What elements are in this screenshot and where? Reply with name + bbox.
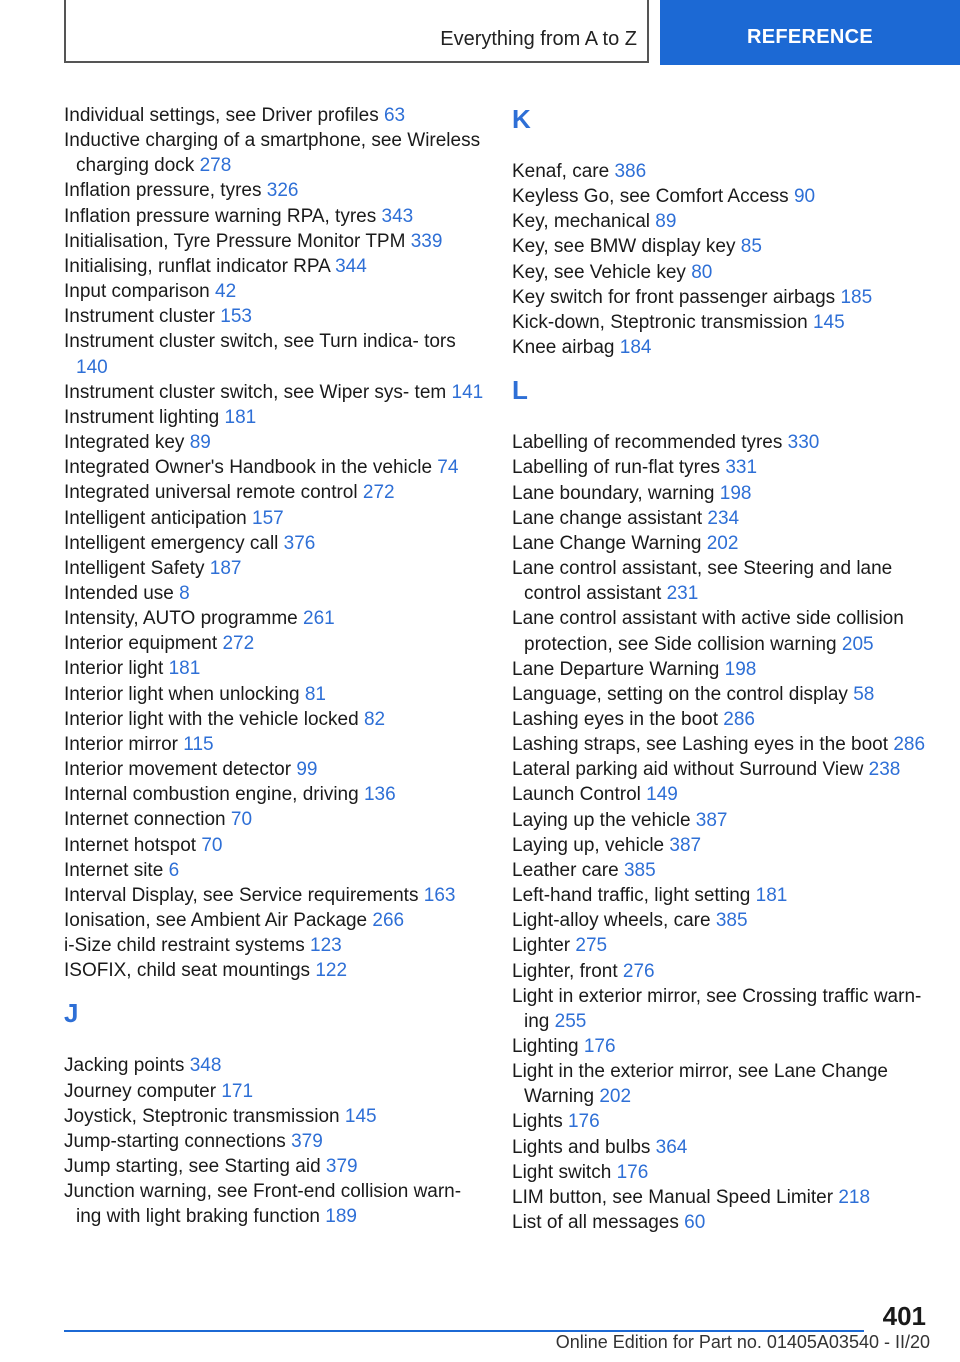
index-entry (64, 807, 489, 832)
index-entry-text: Interior mirror (64, 733, 179, 755)
index-entry-text: Lateral parking aid without Surround View (512, 759, 864, 781)
page-reference-link[interactable]: 163 (423, 884, 456, 906)
index-entry (64, 1104, 489, 1129)
index-entry (64, 556, 489, 581)
page-reference-link[interactable]: 181 (168, 658, 201, 680)
page-reference-link[interactable]: 63 (383, 105, 406, 126)
index-entry-text: Initialisation, Tyre Pressure Monitor TPM (64, 230, 406, 252)
index-entry-text: Laying up the vehicle (512, 809, 691, 831)
index-entry (512, 707, 932, 732)
index-entry-text: Lane Departure Warning (512, 658, 720, 680)
page-reference-link[interactable]: 330 (787, 432, 820, 454)
page-reference-link[interactable]: 176 (616, 1161, 649, 1183)
section-box (64, 0, 649, 63)
index-entry (512, 335, 932, 360)
index-entry-text: Laying up, vehicle (512, 834, 665, 856)
index-entry-text: Inflation pressure, tyres (64, 180, 262, 202)
page-reference-link[interactable]: 205 (841, 633, 874, 655)
index-entry-text: Lane control assistant, see Steering and lane control assistant (512, 558, 893, 605)
page-reference-link[interactable]: 123 (310, 935, 342, 957)
page-reference-link[interactable]: 149 (646, 784, 678, 806)
page-reference-link[interactable]: 326 (266, 180, 299, 202)
index-entry (64, 204, 489, 229)
index-entry-text: Interval Display, see Service requirements (64, 884, 419, 906)
index-entry (64, 782, 489, 807)
page-reference-link[interactable]: 89 (189, 432, 211, 454)
letter-heading-k: K (512, 104, 531, 134)
index-entry (512, 1185, 932, 1210)
letter-heading-j: J (64, 998, 79, 1029)
page-number: 401 (882, 1301, 926, 1331)
index-entry-text: Inflation pressure warning RPA, tyres (64, 205, 377, 227)
page-reference-link[interactable]: 115 (183, 733, 214, 755)
index-entry-text: Internal combustion engine, driving (64, 784, 359, 806)
page-reference-link[interactable]: 202 (706, 532, 739, 554)
index-entry (512, 455, 932, 480)
index-entry-text: Key, see BMW display key (512, 236, 736, 258)
index-entry-text: Integrated universal remote control (64, 482, 358, 504)
page-reference-link[interactable]: 272 (222, 633, 255, 655)
page-reference-link[interactable]: 85 (740, 236, 762, 258)
index-entry-text: Key, mechanical (512, 211, 650, 233)
page-reference-link[interactable]: 145 (812, 311, 845, 333)
index-entry-text: Instrument lighting (64, 406, 220, 428)
index-entry (512, 285, 932, 310)
page-reference-link[interactable]: 331 (725, 457, 758, 479)
index-entry-text: Integrated Owner's Handbook in the vehicle (64, 457, 433, 479)
index-entry-text: Kenaf, care (512, 161, 610, 182)
page-reference-link[interactable]: 364 (655, 1136, 688, 1158)
index-entry-text: LIM button, see Manual Speed Limiter (512, 1186, 834, 1208)
page-reference-link[interactable]: 185 (840, 286, 873, 308)
index-entry (64, 933, 489, 958)
index-entry-text: Lighter (512, 935, 571, 957)
index-entry-text: Intelligent anticipation (64, 507, 247, 529)
page-reference-link[interactable]: 231 (666, 583, 699, 605)
page-header (0, 0, 960, 66)
index-entry (512, 1034, 932, 1059)
index-entry-text: List of all messages (512, 1212, 679, 1234)
page-reference-link[interactable]: 136 (363, 784, 396, 806)
index-entry-text: Lighter, front (512, 960, 618, 982)
index-entry (512, 883, 932, 908)
index-entry-text: Intelligent emergency call (64, 532, 279, 554)
page-reference-link[interactable]: 266 (372, 910, 405, 931)
index-entry-text: Intelligent Safety (64, 557, 205, 579)
page-reference-link[interactable]: 176 (567, 1111, 600, 1133)
page-reference-link[interactable]: 344 (335, 255, 367, 277)
index-entry (512, 209, 932, 234)
index-entry (64, 178, 489, 203)
index-entry-text: Junction warning, see Front-end collision warn‐ ing with light braking function (64, 1181, 462, 1228)
index-entry-text: Launch Control (512, 784, 641, 806)
page-reference-link[interactable]: 90 (793, 186, 816, 208)
index-entry (512, 234, 932, 259)
index-entry-text: Joystick, Steptronic transmission (64, 1105, 340, 1127)
page-reference-link[interactable]: 157 (252, 507, 284, 529)
page-reference-link[interactable]: 379 (291, 1130, 323, 1152)
page-reference-link[interactable]: 286 (723, 708, 755, 730)
page-reference-link[interactable]: 339 (410, 230, 443, 252)
index-entry (512, 1135, 932, 1160)
index-entry-text: Keyless Go, see Comfort Access (512, 186, 789, 208)
index-entry-text: Interior equipment (64, 633, 218, 655)
index-entry (64, 480, 489, 505)
page-reference-link[interactable]: 171 (221, 1080, 254, 1102)
index-entry (64, 707, 489, 732)
page-reference-link[interactable]: 81 (304, 683, 326, 705)
page-reference-link[interactable]: 189 (325, 1206, 357, 1228)
index-entry (512, 682, 932, 707)
index-entry (512, 260, 932, 285)
page-reference-link[interactable]: 99 (296, 759, 318, 781)
index-entry (64, 506, 489, 531)
index-entry-text: i-Size child restraint systems (64, 935, 305, 957)
index-entry-text: Lane change assistant (512, 507, 703, 529)
index-entry (512, 481, 932, 506)
index-entry (512, 757, 932, 782)
index-entry (64, 254, 489, 279)
page-reference-link[interactable]: 141 (451, 381, 484, 403)
index-entry (512, 782, 932, 807)
index-entry (64, 329, 489, 379)
index-entry (64, 858, 489, 883)
page-reference-link[interactable]: 272 (362, 482, 395, 504)
page-reference-link[interactable]: 376 (283, 532, 316, 554)
page-reference-link[interactable]: 198 (724, 658, 757, 680)
page-reference-link[interactable]: 275 (575, 935, 608, 957)
page-reference-link[interactable]: 387 (695, 809, 728, 831)
index-entry (512, 833, 932, 858)
page-reference-link[interactable]: 70 (230, 809, 253, 831)
index-entry (512, 159, 932, 184)
index-entry-text: Key switch for front passenger airbags (512, 286, 836, 308)
index-entry-text: Instrument cluster switch, see Wiper sys‐ tem (64, 381, 447, 403)
page-reference-link[interactable]: 181 (755, 885, 788, 907)
index-entry (64, 1079, 489, 1104)
index-entry (512, 531, 932, 556)
index-entry-text: Instrument cluster switch, see Turn indica‐ tors (64, 331, 456, 353)
index-list-k (512, 159, 932, 360)
index-entry (64, 1154, 489, 1179)
index-entry-text: Inductive charging of a smartphone, see Wireless charging dock (64, 130, 481, 177)
page-reference-link[interactable]: 74 (437, 457, 459, 479)
index-entry-text: Intensity, AUTO programme (64, 608, 298, 630)
index-entry-text: Lashing straps, see Lashing eyes in the boot (512, 734, 889, 756)
index-entry-text: Lights (512, 1111, 563, 1133)
index-entry (64, 833, 489, 858)
index-entry-text: Initialising, runflat indicator RPA (64, 255, 330, 277)
index-entry (512, 606, 932, 656)
index-entry-text: Interior light when unlocking (64, 683, 300, 705)
index-entry (64, 908, 489, 933)
page-reference-link[interactable]: 70 (201, 834, 223, 856)
index-entry (64, 103, 489, 128)
page-reference-link[interactable]: 153 (220, 306, 252, 328)
index-entry (512, 657, 932, 682)
page-reference-link[interactable]: 379 (325, 1156, 358, 1178)
index-entry (512, 1160, 932, 1185)
index-entry (512, 556, 932, 606)
index-entry (512, 1210, 932, 1235)
index-entry-text: Light in exterior mirror, see Crossing traffic warn‐ ing (512, 985, 922, 1032)
page-reference-link[interactable]: 234 (707, 507, 740, 529)
page-reference-link[interactable]: 343 (381, 205, 414, 227)
index-entry (64, 380, 489, 405)
index-entry-text: Lane boundary, warning (512, 482, 715, 504)
index-entry-text: Interior light with the vehicle locked (64, 708, 359, 730)
index-column-left (64, 103, 489, 1230)
index-entry-text: Light in the exterior mirror, see Lane Change Warning (512, 1061, 888, 1108)
index-column-right (512, 103, 932, 1235)
index-entry (64, 229, 489, 254)
page-reference-link[interactable]: 261 (303, 608, 335, 630)
index-entry (64, 405, 489, 430)
index-entry (512, 984, 932, 1034)
index-entry-text: Knee airbag (512, 337, 615, 359)
footer-edition: Online Edition for Part no. 01405A03540 - II/20 (555, 1332, 930, 1352)
index-entry-text: Internet hotspot (64, 834, 197, 856)
index-entry-text: Internet connection (64, 809, 226, 831)
index-entry (512, 732, 932, 757)
index-list-i (64, 103, 489, 983)
page-reference-link[interactable]: 238 (868, 759, 901, 781)
index-list-j (64, 1053, 489, 1229)
page-reference-link[interactable]: 348 (189, 1055, 222, 1077)
index-entry-text: Light switch (512, 1161, 612, 1183)
page-reference-link[interactable]: 278 (199, 155, 232, 177)
index-entry (64, 757, 489, 782)
index-entry-text: Labelling of recommended tyres (512, 432, 783, 454)
index-entry (512, 184, 932, 209)
index-entry (64, 531, 489, 556)
index-entry (64, 606, 489, 631)
page-reference-link[interactable]: 58 (853, 683, 875, 705)
page-reference-link[interactable]: 122 (315, 960, 348, 982)
page-reference-link[interactable]: 386 (614, 161, 647, 182)
page-reference-link[interactable]: 385 (715, 910, 748, 932)
index-entry (64, 304, 489, 329)
index-entry-text: Individual settings, see Driver profiles (64, 105, 379, 126)
index-entry (512, 933, 932, 958)
index-entry (64, 656, 489, 681)
index-entry (64, 581, 489, 606)
index-entry-text: Journey computer (64, 1080, 217, 1102)
page-reference-link[interactable]: 286 (893, 734, 926, 756)
index-entry (64, 128, 489, 178)
letter-heading-l: L (512, 375, 528, 406)
page-reference-link[interactable]: 255 (554, 1010, 587, 1032)
index-entry-text: Lane control assistant with active side collision protection, see Side collision warning (512, 608, 904, 655)
index-entry-text: Left-hand traffic, light setting (512, 885, 751, 907)
page-reference-link[interactable]: 82 (363, 708, 386, 730)
index-entry-text: Light-alloy wheels, care (512, 910, 711, 932)
page-reference-link[interactable]: 6 (168, 859, 180, 881)
index-entry-text: Integrated key (64, 432, 185, 454)
index-entry (64, 958, 489, 983)
index-entry-text: Intended use (64, 582, 174, 604)
index-entry (512, 1109, 932, 1134)
page-reference-link[interactable]: 184 (619, 337, 652, 359)
index-entry-text: Language, setting on the control display (512, 683, 848, 705)
page-reference-link[interactable]: 176 (583, 1036, 616, 1057)
page-reference-link[interactable]: 218 (838, 1186, 871, 1208)
page-reference-link[interactable]: 181 (224, 406, 257, 428)
chapter-tab[interactable]: REFERENCE (660, 0, 960, 65)
index-entry-text: Jump-starting connections (64, 1130, 286, 1152)
index-entry-text: Leather care (512, 859, 619, 881)
index-entry (64, 682, 489, 707)
index-entry (64, 1129, 489, 1154)
index-entry (512, 808, 932, 833)
page-reference-link[interactable]: 187 (209, 557, 242, 579)
index-entry (512, 908, 932, 933)
index-entry-text: Lashing eyes in the boot (512, 708, 718, 730)
page-reference-link[interactable]: 80 (691, 261, 713, 283)
index-entry (64, 279, 489, 304)
index-entry-text: Lights and bulbs (512, 1136, 651, 1158)
index-entry (64, 430, 489, 455)
section-title: Everything from A to Z (440, 28, 637, 50)
index-entry-text: Lane Change Warning (512, 532, 702, 554)
page-reference-link[interactable]: 198 (719, 482, 752, 504)
index-entry-text: Labelling of run-flat tyres (512, 457, 721, 479)
index-entry (512, 1059, 932, 1109)
page-reference-link[interactable]: 276 (622, 960, 655, 982)
page-reference-link[interactable]: 145 (344, 1105, 377, 1127)
page-reference-link[interactable]: 385 (623, 859, 656, 881)
index-entry-text: Jump starting, see Starting aid (64, 1156, 321, 1178)
index-entry (512, 959, 932, 984)
index-entry (64, 732, 489, 757)
index-entry (64, 1053, 489, 1078)
index-entry (512, 430, 932, 455)
page-reference-link[interactable]: 140 (76, 356, 108, 378)
index-entry-text: Kick-down, Steptronic transmission (512, 311, 808, 333)
index-entry (64, 631, 489, 656)
index-entry (512, 506, 932, 531)
page-reference-link[interactable]: 89 (655, 211, 677, 233)
index-entry-text: Interior light (64, 658, 164, 680)
index-entry-text: Input comparison (64, 281, 210, 303)
index-entry-text: Key, see Vehicle key (512, 261, 686, 283)
index-entry (512, 858, 932, 883)
page-reference-link[interactable]: 8 (179, 582, 190, 604)
index-entry-text: Internet site (64, 859, 164, 881)
page-reference-link[interactable]: 60 (684, 1212, 706, 1234)
page-reference-link[interactable]: 387 (669, 834, 702, 856)
page-reference-link[interactable]: 42 (215, 281, 237, 303)
index-list-l (512, 430, 932, 1235)
index-entry (64, 1179, 489, 1229)
index-entry-text: Interior movement detector (64, 759, 292, 781)
page-reference-link[interactable]: 202 (599, 1086, 632, 1108)
index-entry-text: Lighting (512, 1036, 579, 1057)
index-entry-text: Ionisation, see Ambient Air Package (64, 910, 368, 931)
index-entry-text: Instrument cluster (64, 306, 215, 328)
index-entry-text: ISOFIX, child seat mountings (64, 960, 311, 982)
index-entry-text: Jacking points (64, 1055, 185, 1077)
index-entry (512, 310, 932, 335)
index-entry (64, 883, 489, 908)
index-entry (64, 455, 489, 480)
